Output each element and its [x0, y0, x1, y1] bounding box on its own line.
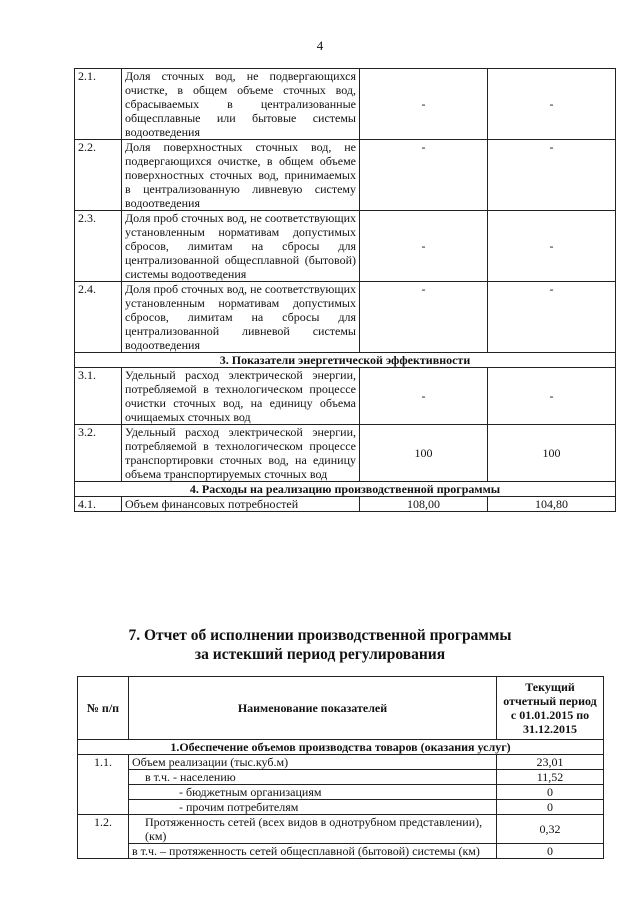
- table-row: [75, 140, 616, 211]
- header-row: [78, 677, 604, 740]
- value-cell: -: [488, 211, 616, 282]
- table-row: [78, 800, 604, 815]
- indicator-name: Доля сточных вод, не подвергающихся очистке, в общем объеме сточных вод, сбрасываемых в централизованные общесплавные или бытовые системы водоотведения: [122, 69, 360, 140]
- column-header-number: № п/п: [78, 677, 129, 740]
- value-cell: 11,52: [497, 770, 604, 785]
- value-cell: -: [360, 140, 488, 211]
- row-number: 2.2.: [75, 140, 122, 211]
- table-row: [75, 368, 616, 425]
- table-row: [75, 425, 616, 482]
- row-number: 1.2.: [78, 815, 129, 859]
- indicator-name: Объем реализации (тыс.куб.м): [129, 755, 497, 770]
- value-cell: 100: [488, 425, 616, 482]
- table-row: [78, 785, 604, 800]
- indicator-name: Удельный расход электрической энергии, потребляемой в технологическом процессе транспортировки сточных вод, на единицу объема транспортируемых сточных вод: [122, 425, 360, 482]
- row-number: 3.2.: [75, 425, 122, 482]
- value-cell: 104,80: [488, 497, 616, 512]
- value-cell: -: [488, 140, 616, 211]
- value-cell: -: [360, 368, 488, 425]
- table-row: [78, 844, 604, 859]
- value-cell: 0: [497, 844, 604, 859]
- table-row: [75, 211, 616, 282]
- value-cell: -: [360, 69, 488, 140]
- value-cell: 0,32: [497, 815, 604, 844]
- report-table: [77, 676, 604, 859]
- table-row: [78, 815, 604, 844]
- value-cell: 100: [360, 425, 488, 482]
- value-cell: 23,01: [497, 755, 604, 770]
- indicator-name: - прочим потребителям: [129, 800, 497, 815]
- indicators-table: [74, 68, 616, 512]
- heading-line-1: 7. Отчет об исполнении производственной программы: [128, 627, 512, 644]
- page-number: 4: [316, 38, 324, 53]
- value-cell: -: [488, 368, 616, 425]
- value-cell: 108,00: [360, 497, 488, 512]
- table-row: [75, 497, 616, 512]
- indicator-name: Удельный расход электрической энергии, потребляемой в технологическом процессе очистки сточных вод, на единицу объема очищаемых сточных вод: [122, 368, 360, 425]
- section-title: 1.Обеспечение объемов производства товаров (оказания услуг): [78, 740, 604, 755]
- section-title: 4. Расходы на реализацию производственной программы: [75, 482, 616, 497]
- value-cell: -: [360, 211, 488, 282]
- row-number: 3.1.: [75, 368, 122, 425]
- section-row: [75, 353, 616, 368]
- section-title: 3. Показатели энергетической эффективности: [75, 353, 616, 368]
- indicator-name: Объем финансовых потребностей: [122, 497, 360, 512]
- row-number: 1.1.: [78, 755, 129, 815]
- indicator-name: в т.ч. – протяженность сетей общесплавной (бытовой) системы (км): [129, 844, 497, 859]
- indicator-name: в т.ч. - населению: [129, 770, 497, 785]
- value-cell: -: [488, 282, 616, 353]
- column-header-name: Наименование показателей: [129, 677, 497, 740]
- indicator-name: Доля поверхностных сточных вод, не подвергающихся очистке, в общем объеме поверхностных сточных вод, принимаемых в централизованную ливневую систему водоотведения: [122, 140, 360, 211]
- table-row: [75, 69, 616, 140]
- value-cell: -: [360, 282, 488, 353]
- row-number: 4.1.: [75, 497, 122, 512]
- table-row: [78, 755, 604, 770]
- value-cell: -: [488, 69, 616, 140]
- heading-line-2: за истекший период регулирования: [194, 646, 446, 663]
- table-row: [75, 282, 616, 353]
- indicator-name: Протяженность сетей (всех видов в однотрубном представлении), (км): [129, 815, 497, 844]
- indicator-name: - бюджетным организациям: [129, 785, 497, 800]
- section-row: [78, 740, 604, 755]
- section-heading: [0, 626, 640, 664]
- row-number: 2.4.: [75, 282, 122, 353]
- section-row: [75, 482, 616, 497]
- table-row: [78, 770, 604, 785]
- indicator-name: Доля проб сточных вод, не соответствующих установленным нормативам допустимых сбросов, лимитам на сбросы для централизованной ливневой системы водоотведения: [122, 282, 360, 353]
- row-number: 2.1.: [75, 69, 122, 140]
- column-header-period: Текущий отчетный период с 01.01.2015 по 31.12.2015: [497, 677, 604, 740]
- value-cell: 0: [497, 785, 604, 800]
- indicator-name: Доля проб сточных вод, не соответствующих установленным нормативам допустимых сбросов, лимитам на сбросы для централизованной общесплавной (бытовой) системы водоотведения: [122, 211, 360, 282]
- value-cell: 0: [497, 800, 604, 815]
- row-number: 2.3.: [75, 211, 122, 282]
